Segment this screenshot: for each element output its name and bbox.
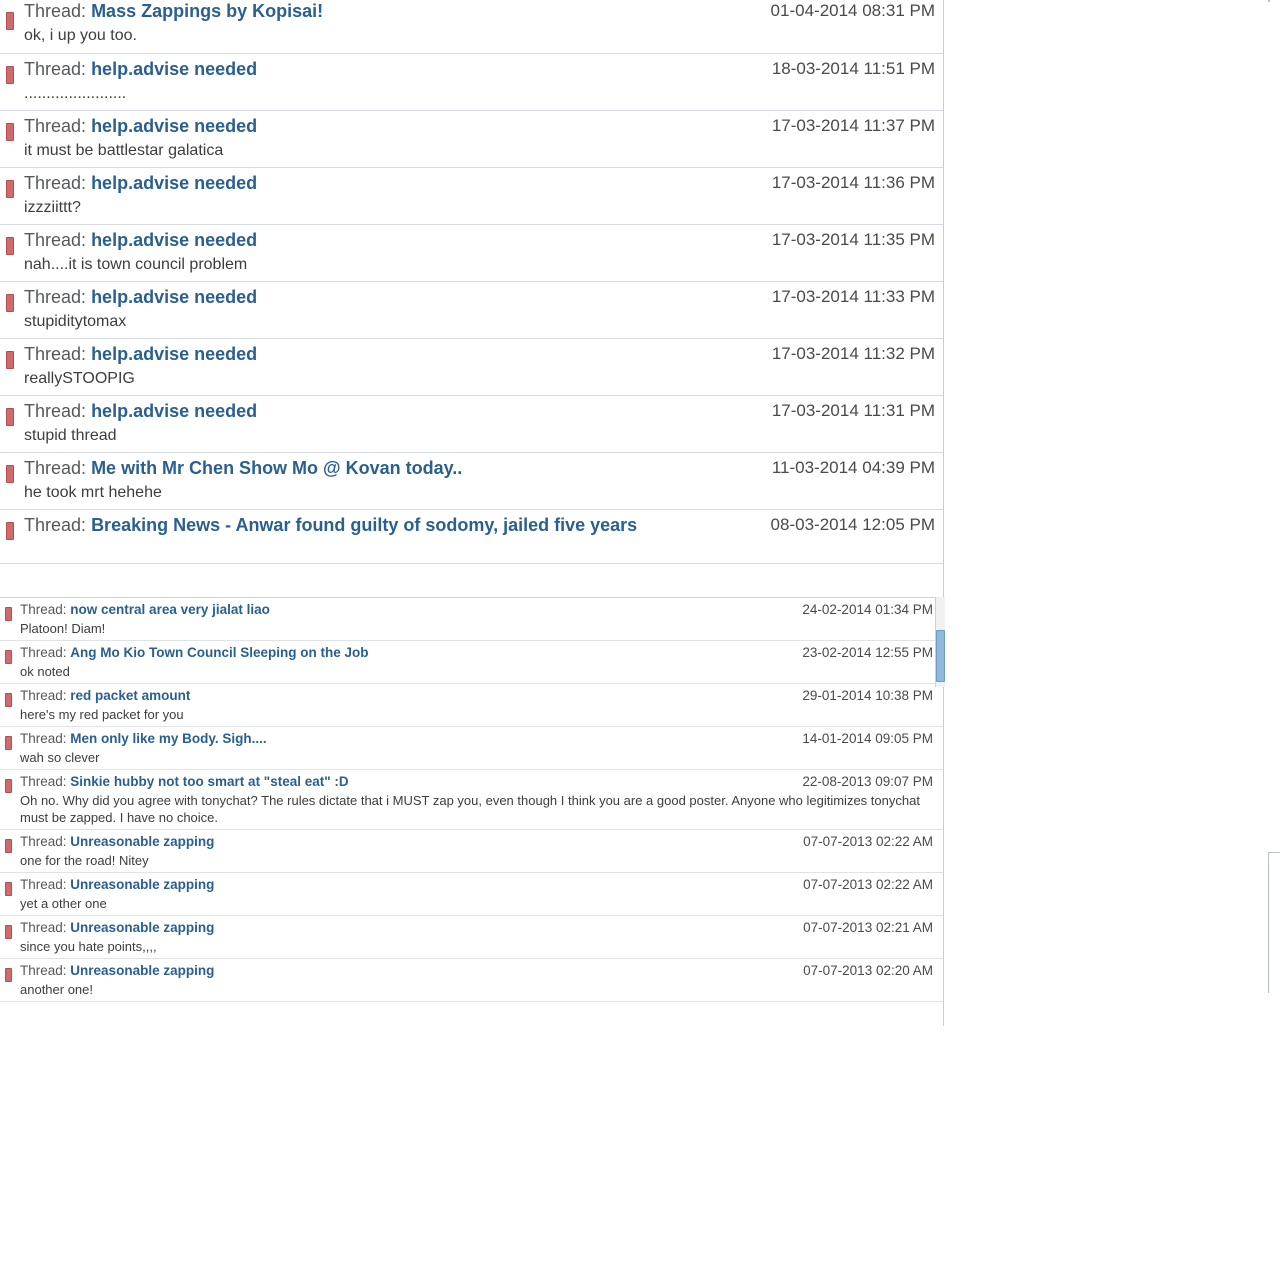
list-item[interactable] — [0, 959, 943, 1002]
post-date: 07-07-2013 02:22 AM — [803, 834, 933, 849]
post-snippet: ....................... — [24, 85, 127, 102]
thread-label: Thread: — [24, 116, 87, 136]
thread-title-link[interactable]: Men only like my Body. Sigh.... — [70, 731, 267, 746]
unread-marker-icon — [5, 882, 12, 896]
thread-label: Thread: — [24, 287, 87, 307]
post-date: 18-03-2014 11:51 PM — [771, 59, 935, 78]
thread-label: Thread: — [24, 458, 87, 478]
post-date: 17-03-2014 11:37 PM — [771, 116, 935, 135]
thread-title-link[interactable]: Unreasonable zapping — [70, 834, 215, 849]
unread-marker-icon — [6, 237, 14, 255]
list-item[interactable] — [0, 225, 943, 282]
post-date: 01-04-2014 08:31 PM — [770, 1, 935, 20]
post-date: 17-03-2014 11:33 PM — [771, 287, 935, 306]
thread-title-link[interactable]: help.advise needed — [91, 59, 258, 79]
thread-title-link[interactable]: Unreasonable zapping — [70, 920, 215, 935]
thread-label: Thread: — [24, 1, 87, 21]
list-item[interactable] — [0, 830, 943, 873]
thread-title-link[interactable]: Me with Mr Chen Show Mo @ Kovan today.. — [91, 458, 463, 478]
thread-title-link[interactable]: Ang Mo Kio Town Council Sleeping on the Job — [70, 645, 369, 660]
unread-marker-icon — [5, 650, 12, 664]
unread-marker-icon — [6, 12, 14, 30]
thread-label: Thread: — [20, 834, 67, 849]
post-date: 29-01-2014 10:38 PM — [802, 688, 933, 703]
unread-marker-icon — [5, 607, 12, 621]
post-date: 07-07-2013 02:21 AM — [803, 920, 933, 935]
thread-label: Thread: — [24, 59, 87, 79]
unread-marker-icon — [5, 925, 12, 939]
thread-label: Thread: — [20, 963, 67, 978]
post-snippet: here's my red packet for you — [20, 707, 184, 722]
thread-label: Thread: — [24, 173, 87, 193]
list-item[interactable] — [0, 598, 943, 641]
post-snippet: stupid thread — [24, 427, 117, 444]
unread-marker-icon — [6, 351, 14, 369]
list-item[interactable] — [0, 453, 943, 510]
post-date: 22-08-2013 09:07 PM — [802, 774, 933, 789]
post-snippet: stupiditytomax — [24, 313, 127, 330]
unread-marker-icon — [6, 180, 14, 198]
post-snippet: izzziittt? — [24, 199, 81, 216]
thread-label: Thread: — [24, 515, 87, 535]
post-date: 17-03-2014 11:31 PM — [771, 401, 935, 420]
thread-title-link[interactable]: Breaking News - Anwar found guilty of sodomy, jailed five years — [91, 515, 638, 535]
list-item[interactable] — [0, 873, 943, 916]
unread-marker-icon — [6, 294, 14, 312]
unread-marker-icon — [6, 522, 14, 540]
unread-marker-icon — [6, 408, 14, 426]
list-item[interactable] — [0, 727, 943, 770]
post-date: 07-07-2013 02:20 AM — [803, 963, 933, 978]
thread-title-link[interactable]: help.advise needed — [91, 344, 258, 364]
thread-title-link[interactable]: help.advise needed — [91, 287, 258, 307]
thread-label: Thread: — [20, 731, 67, 746]
post-snippet: reallySTOOPIG — [24, 370, 135, 387]
post-date: 11-03-2014 04:39 PM — [771, 458, 935, 477]
thread-title-link[interactable]: Sinkie hubby not too smart at "steal eat" :D — [70, 774, 349, 789]
post-date: 17-03-2014 11:35 PM — [771, 230, 935, 249]
thread-label: Thread: — [20, 688, 67, 703]
unread-marker-icon — [6, 66, 14, 84]
thread-activity-list-lower[interactable] — [0, 597, 944, 1026]
post-snippet: ok, i up you too. — [24, 27, 137, 44]
unread-marker-icon — [5, 968, 12, 982]
post-snippet: wah so clever — [20, 750, 100, 765]
list-item[interactable] — [0, 641, 943, 684]
post-snippet: one for the road! Nitey — [20, 853, 149, 868]
thread-label: Thread: — [20, 645, 67, 660]
post-snippet: Platoon! Diam! — [20, 621, 106, 636]
window-edge-fragment-right — [1268, 852, 1280, 853]
post-date: 17-03-2014 11:32 PM — [771, 344, 935, 363]
unread-marker-icon — [5, 736, 12, 750]
thread-title-link[interactable]: Unreasonable zapping — [70, 877, 215, 892]
thread-title-link[interactable]: help.advise needed — [91, 230, 258, 250]
post-snippet: nah....it is town council problem — [24, 256, 248, 273]
list-item[interactable] — [0, 339, 943, 396]
unread-marker-icon — [6, 465, 14, 483]
thread-title-link[interactable]: help.advise needed — [91, 116, 258, 136]
post-snippet: it must be battlestar galatica — [24, 142, 224, 159]
post-date: 08-03-2014 12:05 PM — [770, 515, 935, 534]
unread-marker-icon — [5, 779, 12, 793]
vertical-scrollbar-thumb[interactable] — [936, 630, 945, 682]
list-item[interactable] — [0, 684, 943, 727]
list-item[interactable] — [0, 510, 943, 564]
thread-label: Thread: — [20, 877, 67, 892]
post-date: 24-02-2014 01:34 PM — [802, 602, 933, 617]
thread-title-link[interactable]: red packet amount — [70, 688, 191, 703]
list-item[interactable] — [0, 396, 943, 453]
unread-marker-icon — [6, 123, 14, 141]
post-date: 07-07-2013 02:22 AM — [803, 877, 933, 892]
thread-label: Thread: — [24, 344, 87, 364]
window-edge-fragment-vertical — [1268, 853, 1269, 993]
thread-activity-list-upper[interactable] — [0, 0, 944, 598]
thread-title-link[interactable]: help.advise needed — [91, 173, 258, 193]
window-edge-fragment-top — [1268, 0, 1270, 2]
thread-label: Thread: — [20, 774, 67, 789]
thread-label: Thread: — [20, 602, 67, 617]
post-snippet: ok noted — [20, 664, 70, 679]
list-item[interactable] — [0, 168, 943, 225]
post-snippet: another one! — [20, 982, 94, 997]
thread-label: Thread: — [20, 920, 67, 935]
thread-title-link[interactable]: help.advise needed — [91, 401, 258, 421]
list-item[interactable] — [0, 54, 943, 111]
list-item[interactable] — [0, 916, 943, 959]
post-date: 17-03-2014 11:36 PM — [771, 173, 935, 192]
list-item[interactable] — [0, 282, 943, 339]
thread-title-link[interactable]: Unreasonable zapping — [70, 963, 215, 978]
unread-marker-icon — [5, 839, 12, 853]
post-snippet: yet a other one — [20, 896, 107, 911]
thread-title-link[interactable]: now central area very jialat liao — [70, 602, 270, 617]
thread-label: Thread: — [24, 230, 87, 250]
thread-title-link[interactable]: Mass Zappings by Kopisai! — [91, 1, 324, 21]
post-snippet: he took mrt hehehe — [24, 484, 162, 501]
thread-label: Thread: — [24, 401, 87, 421]
post-snippet: since you hate points,,,, — [20, 939, 157, 954]
list-item[interactable] — [0, 770, 943, 830]
post-date: 23-02-2014 12:55 PM — [802, 645, 933, 660]
post-snippet: Oh no. Why did you agree with tonychat? The rules dictate that i MUST zap you, even though I think you are a good poster. Anyone who legitimizes tonychat must be zapped. I have no choice. — [20, 793, 920, 825]
list-item[interactable] — [0, 111, 943, 168]
list-item[interactable] — [0, 0, 943, 54]
unread-marker-icon — [5, 693, 12, 707]
post-date: 14-01-2014 09:05 PM — [802, 731, 933, 746]
